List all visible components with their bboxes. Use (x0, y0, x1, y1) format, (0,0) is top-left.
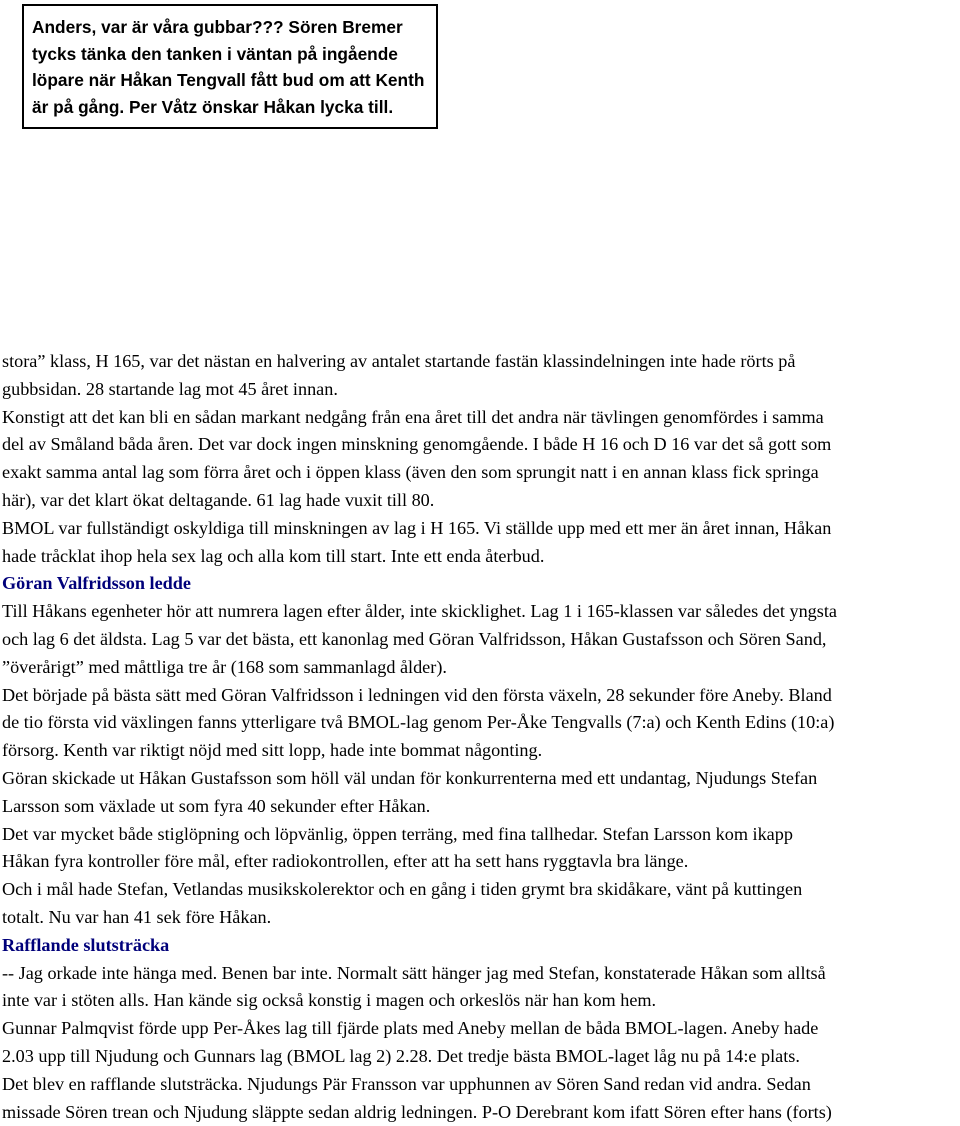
article-line: stora” klass, H 165, var det nästan en halvering av antalet startande fastän klassindelningen inte hade rörts på (2, 351, 796, 371)
article-line: del av Småland båda åren. Det var dock ingen minskning genomgående. I både H 16 och D 16 var det så gott som (2, 434, 832, 455)
article-line: hade tråcklat ihop hela sex lag och alla kom till start. Inte ett enda återbud. (2, 545, 545, 566)
article-line: Gunnar Palmqvist förde upp Per-Åkes lag till fjärde plats med Aneby mellan de båda BMOL-lagen. Aneby hade (2, 1018, 819, 1039)
article-line: BMOL var fullständigt oskyldiga till minskningen av lag i H 165. Vi ställde upp med ett mer än året innan, Håkan (2, 517, 832, 538)
article-line: här), var det klart ökat deltagande. 61 lag hade vuxit till 80. (2, 489, 435, 510)
caption-line: tycks tänka den tanken i väntan på ingående (32, 43, 398, 64)
article-line: Och i mål hade Stefan, Vetlandas musikskolerektor och en gång i tiden grymt bra skidåkare, vänt på kuttingen (2, 879, 803, 900)
section-heading-goran-valfridsson-ledde: Göran Valfridsson ledde (2, 573, 191, 594)
article-body (2, 348, 960, 1126)
article-line: Det var mycket både stiglöpning och löpvänlig, öppen terräng, med fina tallhedar. Stefan Larsson kom ikapp (2, 823, 793, 844)
section-heading-rafflande-slutstracka: Rafflande slutsträcka (2, 934, 170, 955)
article-line: Det blev en rafflande slutsträcka. Njudungs Pär Fransson var upphunnen av Sören Sand redan vid andra. Sedan (2, 1073, 811, 1094)
article-line: och lag 6 det äldsta. Lag 5 var det bästa, ett kanonlag med Göran Valfridsson, Håkan Gustafsson och Sören Sand, (2, 628, 827, 649)
article-line: Håkan fyra kontroller före mål, efter radiokontrollen, efter att ha sett hans ryggtavla bra länge. (2, 851, 689, 872)
caption-line: löpare när Håkan Tengvall fått bud om att Kenth (32, 70, 425, 90)
article-line: Konstigt att det kan bli en sådan markant nedgång från ena året till det andra när tävlingen genomfördes i samma (2, 406, 824, 427)
article-line: Det började på bästa sätt med Göran Valfridsson i ledningen vid den första växeln, 28 sekunder före Aneby. Bland (2, 684, 832, 705)
article-line: 2.03 upp till Njudung och Gunnars lag (BMOL lag 2) 2.28. Det tredje bästa BMOL-laget låg nu på 14:e plats. (2, 1045, 800, 1066)
article-line: ”överårigt” med måttliga tre år (168 som sammanlagd ålder). (2, 656, 447, 677)
caption-line: Anders, var är våra gubbar??? Sören Bremer (32, 17, 403, 37)
article-line: försorg. Kenth var riktigt nöjd med sitt lopp, hade inte bommat någonting. (2, 740, 543, 761)
article-line: gubbsidan. 28 startande lag mot 45 året innan. (2, 378, 338, 399)
article-line: inte var i stöten alls. Han kände sig också konstig i magen och orkeslös när han kom hem. (2, 990, 657, 1011)
article-line: Till Håkans egenheter hör att numrera lagen efter ålder, inte skicklighet. Lag 1 i 165-klassen var således det yngsta (2, 601, 837, 622)
article-line: Larsson som växlade ut som fyra 40 sekunder efter Håkan. (2, 795, 431, 816)
article-line: -- Jag orkade inte hänga med. Benen bar inte. Normalt sätt hänger jag med Stefan, konstaterade Håkan som alltså (2, 962, 826, 983)
article-line: de tio första vid växlingen fanns ytterligare två BMOL-lag genom Per-Åke Tengvalls (7:a) och Kenth Edins (10:a) (2, 712, 835, 733)
article-line: Göran skickade ut Håkan Gustafsson som höll väl undan för konkurrenterna med ett undantag, Njudungs Stefan (2, 767, 818, 788)
photo-caption-box (22, 4, 438, 129)
article-line: exakt samma antal lag som förra året och i öppen klass (även den som sprungit natt i en annan klass fick springa (2, 462, 819, 483)
article-line: totalt. Nu var han 41 sek före Håkan. (2, 906, 272, 927)
caption-line: är på gång. Per Våtz önskar Håkan lycka till. (32, 96, 394, 117)
article-line: missade Sören trean och Njudung släppte sedan aldrig ledningen. P-O Derebrant kom ifatt Sören efter hans (forts) (2, 1101, 832, 1122)
